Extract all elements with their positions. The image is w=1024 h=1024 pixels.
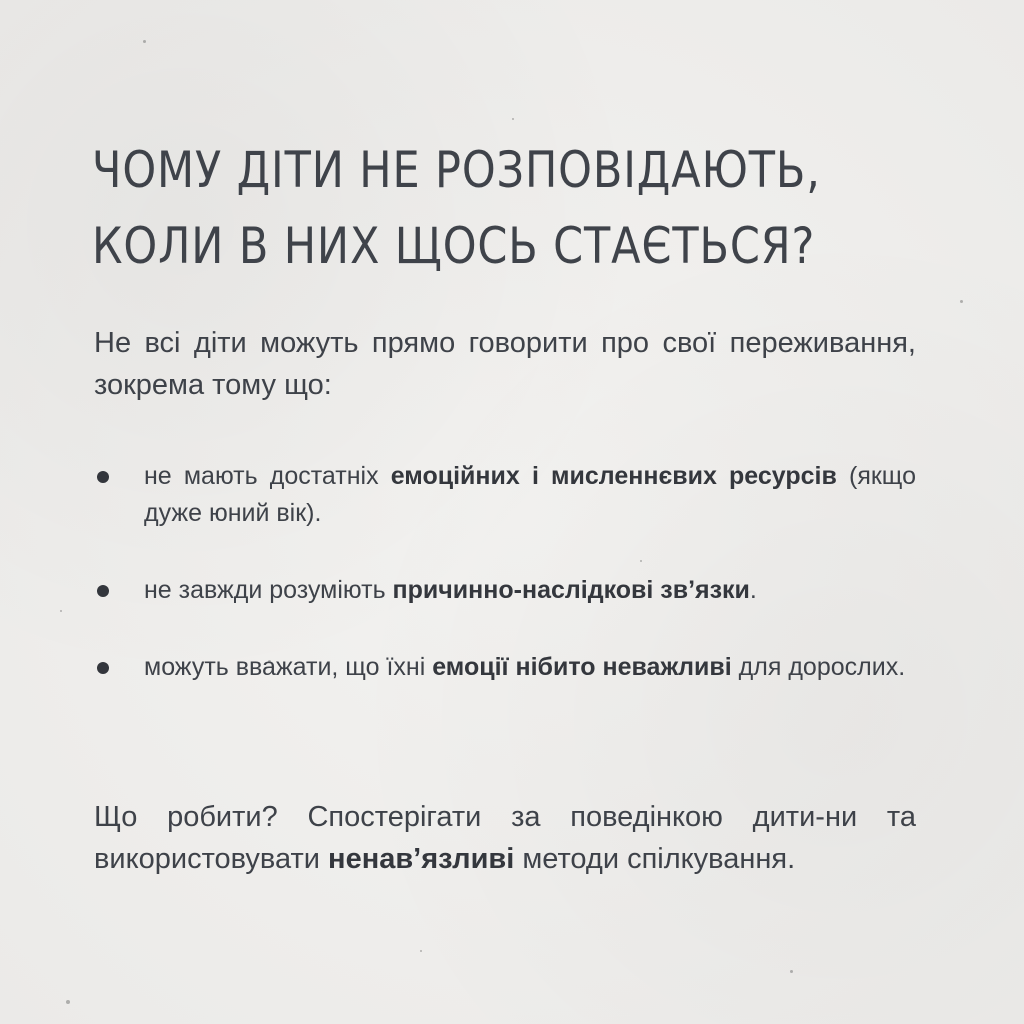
title-line-1: ЧОМУ ДІТИ НЕ РОЗПОВІДАЮТЬ, — [92, 141, 821, 199]
paper-speck — [790, 970, 793, 973]
paper-speck — [512, 118, 514, 120]
outro-text: Що робити? Спостерігати за поведінкою дити-ни та використовувати — [94, 801, 916, 875]
outro-bold: ненав’язливі — [328, 843, 515, 875]
outro-text: методи спілкування. — [514, 843, 796, 875]
list-item-text: можуть вважати, що їхні — [144, 653, 433, 681]
reasons-list — [94, 458, 916, 726]
paper-speck — [66, 1000, 70, 1004]
list-item-text: (якщо дуже юний вік). — [144, 462, 916, 527]
bullet-dot-icon — [97, 662, 109, 674]
list-item-text: не завжди розуміють — [144, 576, 393, 604]
list-item — [94, 458, 916, 532]
paper-speck — [143, 40, 146, 43]
page-title — [92, 132, 832, 284]
paper-speck — [420, 950, 422, 952]
paper-speck — [960, 300, 963, 303]
list-item-bold: емоційних і мисленнєвих ресурсів — [390, 462, 837, 490]
bullet-dot-icon — [97, 471, 109, 483]
list-item-bold: причинно-наслідкові зв’язки — [392, 576, 750, 604]
list-item — [94, 649, 916, 686]
list-item-text: не мають достатніх — [144, 462, 391, 490]
list-item-bold: емоції нібито неважливі — [432, 653, 732, 681]
intro-paragraph: Не всі діти можуть прямо говорити про свої переживання, зокрема тому що: — [94, 327, 916, 401]
bullet-dot-icon — [97, 585, 109, 597]
list-item-text: для дорослих. — [731, 653, 906, 681]
paper-speck — [60, 610, 62, 612]
title-line-2: КОЛИ В НИХ ЩОСЬ СТАЄТЬСЯ? — [92, 217, 816, 275]
list-item-text: . — [749, 576, 757, 604]
outro-paragraph — [94, 796, 916, 880]
list-item — [94, 572, 916, 609]
